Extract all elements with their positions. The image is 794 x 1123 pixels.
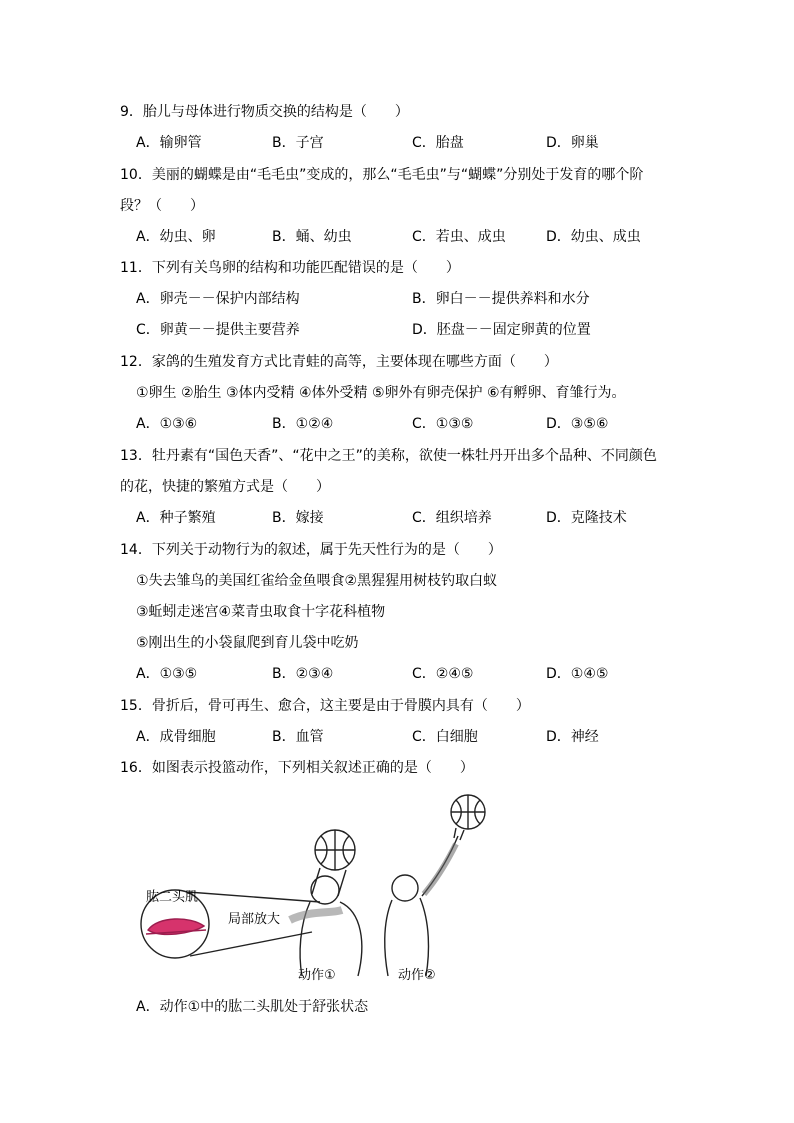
question-16-stem: 16．如图表示投篮动作，下列相关叙述正确的是（ ） [120, 760, 474, 776]
biceps-label: 肱二头肌 [146, 890, 199, 905]
q11-option-c[interactable]: C．卵黄－－提供主要营养 [136, 322, 300, 338]
player-2-head [392, 875, 418, 901]
player-1-head [311, 876, 339, 904]
q14-option-c[interactable]: C．②④⑤ [412, 666, 474, 682]
q14-option-a[interactable]: A．①③⑤ [136, 666, 198, 682]
question-10-stem: 10．美丽的蝴蝶是由“毛毛虫”变成的，那么“毛毛虫”与“蝴蝶”分别处于发育的哪个阶 [120, 167, 644, 183]
q13-option-b[interactable]: B．嫁接 [272, 510, 324, 526]
q15-option-b[interactable]: B．血管 [272, 729, 324, 745]
question-14-item-line-1: ①失去雏鸟的美国红雀给金鱼喂食②黑猩猩用树枝钓取白蚁 [136, 573, 498, 589]
question-14-item-line-3: ⑤刚出生的小袋鼠爬到育儿袋中吃奶 [136, 635, 359, 651]
q11-option-b[interactable]: B．卵白－－提供养料和水分 [412, 291, 590, 307]
q10-option-c[interactable]: C．若虫、成虫 [412, 229, 506, 245]
q14-option-b[interactable]: B．②③④ [272, 666, 334, 682]
player-1-arm [312, 868, 346, 896]
q9-option-a[interactable]: A．输卵管 [136, 135, 202, 151]
shooting-figure [130, 784, 510, 984]
q9-option-c[interactable]: C．胎盘 [412, 135, 464, 151]
zoom-line-bottom [190, 932, 312, 956]
question-9-stem: 9．胎儿与母体进行物质交换的结构是（ ） [120, 104, 409, 120]
q13-option-a[interactable]: A．种子繁殖 [136, 510, 216, 526]
q12-option-b[interactable]: B．①②④ [272, 416, 334, 432]
question-15-stem: 15．骨折后，骨可再生、愈合，这主要是由于骨膜内具有（ ） [120, 698, 530, 714]
q9-option-d[interactable]: D．卵巢 [546, 135, 599, 151]
q15-option-c[interactable]: C．白细胞 [412, 729, 478, 745]
question-13-stem-cont: 的花，快捷的繁殖方式是（ ） [120, 479, 330, 495]
question-13-stem: 13．牡丹素有“国色天香”、“花中之王”的美称，欲使一株牡丹开出多个品种、不同颜色 [120, 448, 657, 464]
action-1-label: 动作① [298, 968, 336, 983]
question-10-stem-cont: 段？（ ） [120, 198, 204, 214]
q11-option-d[interactable]: D．胚盘－－固定卵黄的位置 [412, 322, 591, 338]
question-12-stem: 12．家鸽的生殖发育方式比青蛙的高等，主要体现在哪些方面（ ） [120, 354, 558, 370]
q15-option-a[interactable]: A．成骨细胞 [136, 729, 216, 745]
q15-option-d[interactable]: D．神经 [546, 729, 599, 745]
q13-option-c[interactable]: C．组织培养 [412, 510, 492, 526]
q12-option-a[interactable]: A．①③⑥ [136, 416, 198, 432]
shooting-illustration [130, 784, 510, 984]
action-2-label: 动作② [398, 968, 436, 983]
question-11-stem: 11．下列有关鸟卵的结构和功能匹配错误的是（ ） [120, 260, 460, 276]
question-14-item-line-2: ③蚯蚓走迷宫④菜青虫取食十字花科植物 [136, 604, 386, 620]
q11-option-a[interactable]: A．卵壳－－保护内部结构 [136, 291, 300, 307]
question-12-items: ①卵生 ②胎生 ③体内受精 ④体外受精 ⑤卵外有卵壳保护 ⑥有孵卵、育雏行为。 [136, 385, 626, 401]
q10-option-a[interactable]: A．幼虫、卵 [136, 229, 216, 245]
q9-option-b[interactable]: B．子宫 [272, 135, 324, 151]
zoom-label: 局部放大 [228, 912, 281, 927]
q12-option-d[interactable]: D．③⑤⑥ [546, 416, 609, 432]
zoom-line-top [188, 892, 320, 902]
q14-option-d[interactable]: D．①④⑤ [546, 666, 609, 682]
q12-option-c[interactable]: C．①③⑤ [412, 416, 474, 432]
q13-option-d[interactable]: D．克隆技术 [546, 510, 627, 526]
q16-option-a[interactable]: A．动作①中的肱二头肌处于舒张状态 [136, 999, 369, 1015]
q10-option-d[interactable]: D．幼虫、成虫 [546, 229, 641, 245]
question-14-stem: 14．下列关于动物行为的叙述，属于先天性行为的是（ ） [120, 542, 502, 558]
q10-option-b[interactable]: B．蛹、幼虫 [272, 229, 352, 245]
